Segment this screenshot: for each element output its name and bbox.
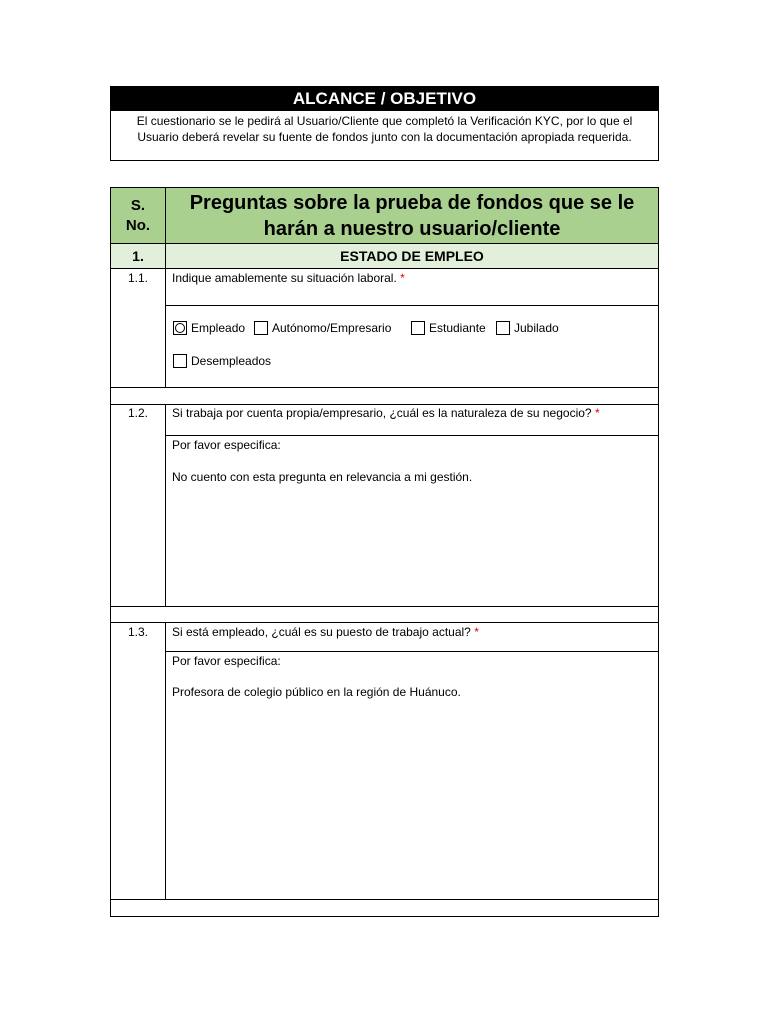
scope-description: El cuestionario se le pedirá al Usuario/Cliente que completó la Verificación KYC, por lo que el Usuario deberá revelar su fuente de fondos junto con la documentación apropiada requerida.: [136, 114, 633, 144]
option-label: Empleado: [191, 321, 246, 335]
column-divider: [165, 623, 166, 899]
answer-field[interactable]: No cuento con esta pregunta en relevancia a mi gestión.: [172, 470, 473, 484]
option-label: Desempleados: [191, 354, 272, 368]
checkbox-icon[interactable]: [496, 321, 510, 335]
question-text: [172, 271, 652, 285]
required-marker: *: [474, 625, 479, 639]
header-title: Preguntas sobre la prueba de fondos que se le harán a nuestro usuario/cliente: [166, 188, 658, 243]
question-number: 1.2.: [127, 406, 148, 420]
radio-selected-icon[interactable]: [173, 321, 187, 335]
option-label: Jubilado: [514, 321, 559, 335]
column-divider: [165, 188, 166, 268]
option-label: Autónomo/Empresario: [272, 321, 392, 335]
section-title: ESTADO DE EMPLEO: [166, 244, 658, 268]
header-sno-line2: No.: [125, 216, 151, 234]
questionnaire-table: [110, 187, 659, 917]
checkbox-icon[interactable]: [173, 354, 187, 368]
required-marker: *: [400, 271, 405, 285]
option-label: Estudiante: [429, 321, 486, 335]
question-label: Si trabaja por cuenta propia/empresario, ¿cuál es la naturaleza de su negocio?: [172, 406, 592, 420]
row-divider: [111, 622, 658, 623]
checkbox-icon[interactable]: [411, 321, 425, 335]
row-divider: [166, 305, 658, 306]
row-divider: [166, 651, 658, 652]
header-serial-number: [111, 188, 165, 243]
row-divider: [111, 387, 658, 388]
row-divider: [111, 899, 658, 900]
row-divider: [111, 268, 658, 269]
question-text: [172, 406, 652, 420]
checkbox-icon[interactable]: [254, 321, 268, 335]
question-label: Si está empleado, ¿cuál es su puesto de trabajo actual?: [172, 625, 471, 639]
row-divider: [111, 243, 658, 244]
answer-label: Por favor especifica:: [172, 654, 281, 668]
question-number: 1.3.: [127, 625, 148, 639]
answer-field[interactable]: Profesora de colegio público en la región de Huánuco.: [172, 685, 461, 699]
question-number: 1.1.: [127, 271, 148, 285]
header-sno-line1: S.: [130, 196, 146, 214]
scope-title: ALCANCE / OBJETIVO: [111, 87, 658, 111]
scope-box: [110, 86, 659, 161]
option-desempleados[interactable]: [173, 354, 271, 368]
section-number: 1.: [111, 244, 165, 268]
question-label: Indique amablemente su situación laboral.: [172, 271, 397, 285]
row-divider: [111, 606, 658, 607]
question-text: [172, 625, 652, 639]
row-divider: [111, 404, 658, 405]
column-divider: [165, 269, 166, 387]
required-marker: *: [594, 406, 600, 420]
row-divider: [166, 435, 658, 436]
option-jubilado[interactable]: [496, 321, 559, 335]
option-estudiante[interactable]: [411, 321, 486, 335]
option-autonomo[interactable]: [254, 321, 391, 335]
option-empleado[interactable]: [173, 321, 245, 335]
answer-label: Por favor especifica:: [172, 438, 281, 452]
